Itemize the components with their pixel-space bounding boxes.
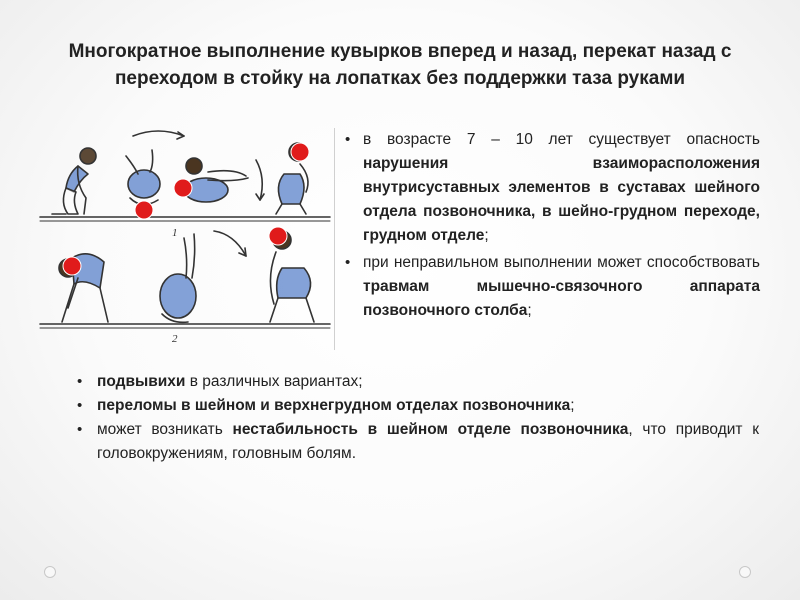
bullet-text: ; — [527, 302, 532, 319]
bullet-emphasis: нарушения взаиморасположения внутрисуставных элементов в суставах шейного отдела позвоночника, в шейно-грудном переходе, грудном отделе — [363, 155, 760, 244]
bullet-item — [77, 418, 759, 466]
roll-exercise-illustration — [38, 128, 335, 350]
bottom-bullet-list — [77, 370, 759, 466]
bullet-dot-icon: • — [77, 397, 83, 414]
bullet-dot-icon: • — [77, 373, 83, 390]
bullet-text: ; — [570, 397, 575, 414]
bullet-text: , что приводит к головокружениям, головным болям. — [97, 421, 759, 462]
corner-ornament — [739, 566, 751, 578]
injury-marker — [269, 227, 287, 245]
injury-marker — [63, 257, 81, 275]
injury-marker — [291, 143, 309, 161]
bullet-dot-icon: • — [345, 254, 351, 271]
bullet-item — [345, 128, 760, 248]
bullet-dot-icon: • — [345, 131, 351, 148]
bullet-item — [345, 251, 760, 323]
motion-arrow — [133, 131, 184, 136]
figure-roll-1 — [128, 170, 160, 198]
motion-arrow — [214, 231, 246, 256]
injury-marker — [135, 201, 153, 219]
bullet-item — [77, 370, 759, 394]
slide-title: Многократное выполнение кувырков вперед и назад, перекат назад с переходом в стойку на лопатках без поддержки таза руками — [68, 41, 732, 89]
bullet-emphasis: переломы в шейном и верхнегрудном отделах позвоночника — [97, 397, 571, 414]
row-label-1: 1 — [172, 227, 178, 239]
bullet-emphasis: подвывихи — [97, 373, 186, 390]
bullet-emphasis: нестабильность в шейном отделе позвоночника — [232, 421, 629, 438]
bullet-text: в возрасте 7 – 10 лет существует опасность — [363, 131, 760, 148]
injury-marker — [174, 179, 192, 197]
bullet-text: при неправильном выполнении может способствовать — [363, 254, 760, 271]
bullet-text: в различных вариантах; — [185, 373, 363, 390]
figure-candle-2 — [160, 274, 196, 318]
figure-squat-1 — [278, 174, 304, 204]
row-label-2: 2 — [172, 333, 178, 345]
bullet-item — [77, 394, 759, 418]
bullet-dot-icon: • — [77, 421, 83, 438]
side-bullet-list — [345, 128, 760, 326]
corner-ornament — [44, 566, 56, 578]
figure-crouch-2 — [277, 268, 311, 298]
figure-crouch-1 — [63, 148, 96, 214]
bullet-emphasis: травмам мышечно-связочного аппарата позвоночного столба — [363, 278, 760, 319]
bullet-text: может возникать — [97, 421, 233, 438]
bullet-text: ; — [484, 227, 489, 244]
